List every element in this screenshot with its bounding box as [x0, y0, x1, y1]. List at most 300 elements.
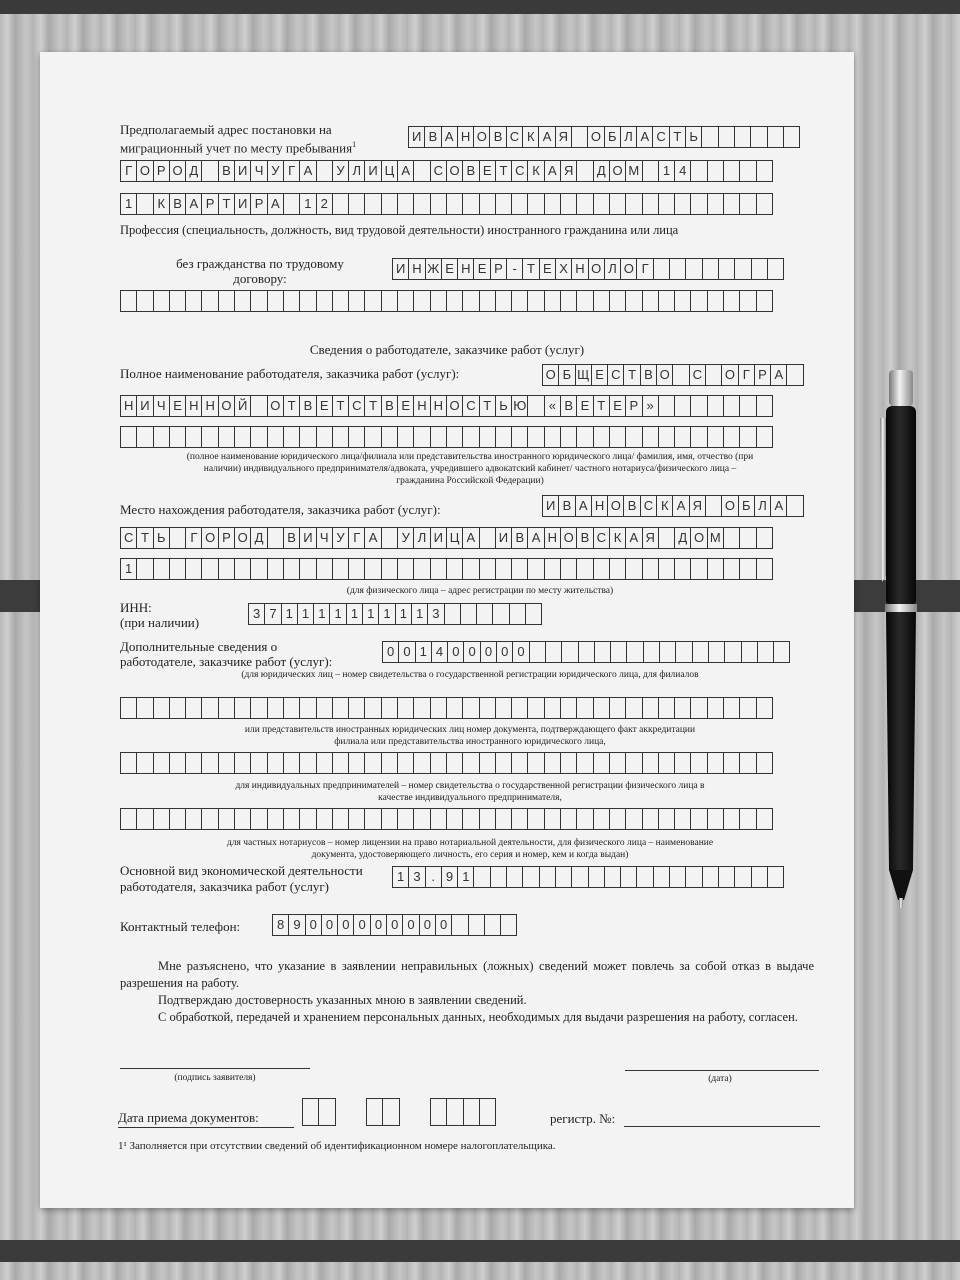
char-box[interactable] [669, 258, 686, 280]
char-box[interactable] [707, 160, 724, 182]
char-box[interactable]: Е [539, 258, 556, 280]
char-box[interactable] [299, 558, 316, 580]
char-box[interactable] [136, 426, 153, 448]
char-box[interactable] [479, 290, 496, 312]
char-box[interactable]: 1 [120, 193, 137, 215]
char-box[interactable] [185, 290, 202, 312]
char-box[interactable]: Д [593, 160, 610, 182]
char-box[interactable] [609, 808, 626, 830]
char-box[interactable]: В [489, 126, 506, 148]
char-box[interactable]: О [218, 395, 235, 417]
char-box[interactable]: Н [544, 527, 561, 549]
char-box[interactable]: Н [457, 258, 474, 280]
char-box[interactable] [705, 495, 722, 517]
char-box[interactable]: О [234, 527, 251, 549]
char-box[interactable] [462, 697, 479, 719]
char-box[interactable]: Л [620, 126, 637, 148]
char-box[interactable] [783, 126, 800, 148]
char-box[interactable] [348, 752, 365, 774]
char-box[interactable] [283, 808, 300, 830]
char-box[interactable] [560, 558, 577, 580]
char-box[interactable] [250, 426, 267, 448]
char-box[interactable] [658, 527, 675, 549]
char-box[interactable]: Т [364, 395, 381, 417]
char-box[interactable] [723, 160, 740, 182]
char-box[interactable]: А [364, 527, 381, 549]
char-box[interactable]: Ь [685, 126, 702, 148]
char-box[interactable] [267, 752, 284, 774]
char-box[interactable] [773, 641, 790, 663]
additional-boxes[interactable] [382, 641, 789, 663]
char-box[interactable] [544, 426, 561, 448]
char-box[interactable] [707, 193, 724, 215]
char-box[interactable]: 0 [353, 914, 370, 936]
char-box[interactable] [593, 558, 610, 580]
char-box[interactable] [527, 752, 544, 774]
char-box[interactable] [318, 1098, 335, 1126]
char-box[interactable] [169, 808, 186, 830]
char-box[interactable]: Л [754, 495, 771, 517]
char-box[interactable] [473, 866, 490, 888]
char-box[interactable]: В [169, 193, 186, 215]
char-box[interactable]: Е [591, 364, 608, 386]
char-box[interactable]: В [462, 160, 479, 182]
char-box[interactable] [506, 866, 523, 888]
char-box[interactable] [674, 808, 691, 830]
char-box[interactable] [495, 193, 512, 215]
char-box[interactable]: 0 [382, 641, 399, 663]
char-box[interactable]: Р [153, 160, 170, 182]
char-box[interactable]: О [560, 527, 577, 549]
char-box[interactable] [642, 160, 659, 182]
char-box[interactable] [479, 1098, 496, 1126]
char-box[interactable] [593, 193, 610, 215]
char-box[interactable] [397, 808, 414, 830]
char-box[interactable] [120, 752, 137, 774]
char-box[interactable]: О [721, 364, 738, 386]
char-box[interactable]: И [430, 527, 447, 549]
char-box[interactable] [739, 808, 756, 830]
char-box[interactable] [723, 697, 740, 719]
employer-name-line-2-boxes[interactable] [120, 395, 772, 417]
char-box[interactable]: С [511, 160, 528, 182]
char-box[interactable]: 4 [431, 641, 448, 663]
char-box[interactable] [609, 426, 626, 448]
char-box[interactable]: Г [348, 527, 365, 549]
char-box[interactable] [636, 866, 653, 888]
char-box[interactable]: Ч [153, 395, 170, 417]
char-box[interactable] [299, 808, 316, 830]
char-box[interactable]: И [299, 527, 316, 549]
char-box[interactable] [381, 290, 398, 312]
char-box[interactable] [218, 290, 235, 312]
char-box[interactable] [511, 808, 528, 830]
employer-name-line-3-boxes[interactable] [120, 426, 772, 448]
char-box[interactable] [786, 495, 803, 517]
char-box[interactable] [495, 558, 512, 580]
char-box[interactable]: Р [250, 193, 267, 215]
char-box[interactable] [707, 290, 724, 312]
char-box[interactable]: 1 [411, 603, 428, 625]
char-box[interactable] [462, 193, 479, 215]
char-box[interactable]: 1 [346, 603, 363, 625]
char-box[interactable]: 0 [463, 641, 480, 663]
char-box[interactable] [332, 290, 349, 312]
char-box[interactable]: У [397, 527, 414, 549]
char-box[interactable] [479, 697, 496, 719]
char-box[interactable] [490, 866, 507, 888]
char-box[interactable]: 0 [370, 914, 387, 936]
char-box[interactable] [756, 395, 773, 417]
char-box[interactable] [708, 641, 725, 663]
char-box[interactable] [739, 426, 756, 448]
char-box[interactable]: Р [218, 527, 235, 549]
char-box[interactable] [366, 1098, 383, 1126]
char-box[interactable] [561, 641, 578, 663]
char-box[interactable] [484, 914, 501, 936]
char-box[interactable] [413, 697, 430, 719]
char-box[interactable]: К [522, 126, 539, 148]
char-box[interactable] [316, 426, 333, 448]
char-box[interactable] [723, 193, 740, 215]
char-box[interactable] [658, 808, 675, 830]
char-box[interactable] [364, 290, 381, 312]
char-box[interactable] [462, 752, 479, 774]
char-box[interactable] [381, 426, 398, 448]
char-box[interactable] [495, 697, 512, 719]
char-box[interactable] [153, 697, 170, 719]
char-box[interactable] [756, 752, 773, 774]
char-box[interactable]: А [538, 126, 555, 148]
char-box[interactable] [430, 558, 447, 580]
char-box[interactable] [560, 290, 577, 312]
char-box[interactable]: И [495, 527, 512, 549]
char-box[interactable] [500, 914, 517, 936]
char-box[interactable]: А [636, 126, 653, 148]
char-box[interactable]: Т [495, 160, 512, 182]
char-box[interactable]: А [770, 495, 787, 517]
char-box[interactable] [201, 697, 218, 719]
char-box[interactable]: К [609, 527, 626, 549]
char-box[interactable]: Н [120, 395, 137, 417]
char-box[interactable] [234, 558, 251, 580]
char-box[interactable] [739, 697, 756, 719]
char-box[interactable]: Н [591, 495, 608, 517]
char-box[interactable] [495, 290, 512, 312]
char-box[interactable] [756, 558, 773, 580]
char-box[interactable] [364, 697, 381, 719]
char-box[interactable] [332, 426, 349, 448]
char-box[interactable] [529, 641, 546, 663]
char-box[interactable]: Л [604, 258, 621, 280]
char-box[interactable]: 0 [402, 914, 419, 936]
char-box[interactable] [460, 603, 477, 625]
char-box[interactable]: Е [169, 395, 186, 417]
char-box[interactable] [169, 697, 186, 719]
char-box[interactable] [267, 527, 284, 549]
char-box[interactable]: Е [316, 395, 333, 417]
char-box[interactable]: Е [609, 395, 626, 417]
char-box[interactable] [479, 193, 496, 215]
char-box[interactable] [707, 697, 724, 719]
char-box[interactable] [625, 558, 642, 580]
char-box[interactable] [739, 558, 756, 580]
char-box[interactable]: 8 [272, 914, 289, 936]
char-box[interactable]: В [640, 364, 657, 386]
char-box[interactable] [756, 527, 773, 549]
char-box[interactable]: В [424, 126, 441, 148]
location-line-3-boxes[interactable] [120, 558, 772, 580]
char-box[interactable] [555, 866, 572, 888]
char-box[interactable]: С [593, 527, 610, 549]
char-box[interactable] [413, 426, 430, 448]
char-box[interactable]: Т [669, 126, 686, 148]
char-box[interactable] [658, 395, 675, 417]
char-box[interactable] [120, 808, 137, 830]
char-box[interactable] [767, 866, 784, 888]
char-box[interactable] [571, 866, 588, 888]
char-box[interactable] [674, 752, 691, 774]
char-box[interactable] [169, 426, 186, 448]
char-box[interactable] [756, 290, 773, 312]
char-box[interactable] [690, 697, 707, 719]
char-box[interactable]: Щ [575, 364, 592, 386]
char-box[interactable] [642, 697, 659, 719]
char-box[interactable] [658, 426, 675, 448]
char-box[interactable] [299, 290, 316, 312]
char-box[interactable] [267, 697, 284, 719]
char-box[interactable] [576, 426, 593, 448]
char-box[interactable] [381, 697, 398, 719]
char-box[interactable] [234, 697, 251, 719]
char-box[interactable]: Б [738, 495, 755, 517]
char-box[interactable] [169, 527, 186, 549]
char-box[interactable] [479, 808, 496, 830]
char-box[interactable] [201, 160, 218, 182]
char-box[interactable] [430, 426, 447, 448]
char-box[interactable]: О [446, 395, 463, 417]
char-box[interactable] [674, 426, 691, 448]
char-box[interactable] [723, 426, 740, 448]
char-box[interactable] [610, 641, 627, 663]
char-box[interactable]: 2 [316, 193, 333, 215]
char-box[interactable] [511, 697, 528, 719]
char-box[interactable] [653, 866, 670, 888]
char-box[interactable] [642, 193, 659, 215]
char-box[interactable]: Н [408, 258, 425, 280]
char-box[interactable] [430, 193, 447, 215]
char-box[interactable]: У [332, 527, 349, 549]
char-box[interactable] [185, 697, 202, 719]
char-box[interactable]: 7 [264, 603, 281, 625]
char-box[interactable] [751, 258, 768, 280]
char-box[interactable] [544, 290, 561, 312]
char-box[interactable]: Ц [446, 527, 463, 549]
char-box[interactable] [734, 126, 751, 148]
char-box[interactable] [560, 697, 577, 719]
char-box[interactable] [576, 193, 593, 215]
char-box[interactable]: В [511, 527, 528, 549]
char-box[interactable] [495, 426, 512, 448]
char-box[interactable]: О [588, 258, 605, 280]
char-box[interactable] [250, 395, 267, 417]
char-box[interactable] [364, 558, 381, 580]
char-box[interactable] [527, 697, 544, 719]
char-box[interactable]: Т [522, 258, 539, 280]
char-box[interactable] [169, 752, 186, 774]
char-box[interactable]: Ь [495, 395, 512, 417]
char-box[interactable] [669, 866, 686, 888]
char-box[interactable]: О [473, 126, 490, 148]
char-box[interactable] [492, 603, 509, 625]
char-box[interactable] [382, 1098, 399, 1126]
char-box[interactable]: А [299, 160, 316, 182]
char-box[interactable]: В [218, 160, 235, 182]
char-box[interactable] [267, 558, 284, 580]
char-box[interactable] [299, 752, 316, 774]
char-box[interactable]: 1 [120, 558, 137, 580]
char-box[interactable]: С [462, 395, 479, 417]
char-box[interactable]: 0 [337, 914, 354, 936]
char-box[interactable]: 0 [435, 914, 452, 936]
char-box[interactable] [413, 290, 430, 312]
char-box[interactable] [201, 426, 218, 448]
char-box[interactable]: 0 [419, 914, 436, 936]
char-box[interactable] [250, 697, 267, 719]
char-box[interactable] [201, 290, 218, 312]
char-box[interactable] [381, 752, 398, 774]
char-box[interactable] [609, 290, 626, 312]
char-box[interactable] [723, 558, 740, 580]
char-box[interactable]: А [267, 193, 284, 215]
char-box[interactable] [153, 558, 170, 580]
char-box[interactable] [690, 290, 707, 312]
char-box[interactable]: 1 [297, 603, 314, 625]
char-box[interactable] [560, 193, 577, 215]
char-box[interactable] [620, 866, 637, 888]
char-box[interactable]: 1 [392, 866, 409, 888]
char-box[interactable] [169, 290, 186, 312]
char-box[interactable]: 3 [408, 866, 425, 888]
okved-boxes[interactable] [392, 866, 783, 888]
char-box[interactable] [756, 193, 773, 215]
char-box[interactable]: А [544, 160, 561, 182]
char-box[interactable] [588, 866, 605, 888]
char-box[interactable]: О [690, 527, 707, 549]
char-box[interactable]: 0 [305, 914, 322, 936]
char-box[interactable] [153, 290, 170, 312]
char-box[interactable] [462, 426, 479, 448]
char-box[interactable]: Ь [153, 527, 170, 549]
char-box[interactable]: И [364, 160, 381, 182]
char-box[interactable] [626, 641, 643, 663]
char-box[interactable] [316, 752, 333, 774]
char-box[interactable] [593, 426, 610, 448]
char-box[interactable] [511, 290, 528, 312]
char-box[interactable] [658, 558, 675, 580]
char-box[interactable] [283, 290, 300, 312]
char-box[interactable]: В [576, 527, 593, 549]
char-box[interactable] [545, 641, 562, 663]
char-box[interactable]: И [234, 193, 251, 215]
char-box[interactable] [739, 395, 756, 417]
char-box[interactable] [527, 290, 544, 312]
char-box[interactable] [642, 290, 659, 312]
char-box[interactable] [218, 752, 235, 774]
char-box[interactable] [756, 808, 773, 830]
char-box[interactable]: » [642, 395, 659, 417]
char-box[interactable] [690, 426, 707, 448]
char-box[interactable] [430, 290, 447, 312]
char-box[interactable]: Е [397, 395, 414, 417]
char-box[interactable] [723, 808, 740, 830]
char-box[interactable] [544, 752, 561, 774]
char-box[interactable] [544, 193, 561, 215]
char-box[interactable]: С [607, 364, 624, 386]
char-box[interactable]: И [234, 160, 251, 182]
char-box[interactable] [560, 426, 577, 448]
char-box[interactable] [397, 752, 414, 774]
char-box[interactable] [185, 808, 202, 830]
char-box[interactable]: В [299, 395, 316, 417]
char-box[interactable] [316, 558, 333, 580]
char-box[interactable]: Т [593, 395, 610, 417]
char-box[interactable]: 1 [378, 603, 395, 625]
char-box[interactable] [690, 752, 707, 774]
char-box[interactable]: Ч [250, 160, 267, 182]
char-box[interactable] [413, 558, 430, 580]
char-box[interactable] [675, 641, 692, 663]
char-box[interactable] [707, 426, 724, 448]
char-box[interactable]: Н [430, 395, 447, 417]
char-box[interactable]: А [462, 527, 479, 549]
char-box[interactable]: 0 [480, 641, 497, 663]
char-box[interactable] [397, 193, 414, 215]
char-box[interactable] [705, 364, 722, 386]
char-box[interactable] [136, 808, 153, 830]
char-box[interactable] [120, 697, 137, 719]
char-box[interactable] [120, 290, 137, 312]
char-box[interactable] [707, 752, 724, 774]
char-box[interactable]: Ч [316, 527, 333, 549]
char-box[interactable]: А [672, 495, 689, 517]
char-box[interactable] [643, 641, 660, 663]
char-box[interactable] [136, 558, 153, 580]
char-box[interactable]: 0 [447, 641, 464, 663]
additional-line-2-boxes[interactable] [120, 697, 772, 719]
char-box[interactable]: И [392, 258, 409, 280]
char-box[interactable]: С [640, 495, 657, 517]
char-box[interactable] [560, 752, 577, 774]
char-box[interactable]: В [558, 495, 575, 517]
char-box[interactable]: 3 [427, 603, 444, 625]
char-box[interactable]: С [430, 160, 447, 182]
char-box[interactable]: О [656, 364, 673, 386]
char-box[interactable] [185, 558, 202, 580]
char-box[interactable]: О [136, 160, 153, 182]
char-box[interactable] [463, 1098, 480, 1126]
char-box[interactable] [692, 641, 709, 663]
char-box[interactable] [201, 752, 218, 774]
char-box[interactable] [283, 558, 300, 580]
char-box[interactable] [511, 558, 528, 580]
char-box[interactable] [724, 641, 741, 663]
char-box[interactable] [201, 808, 218, 830]
char-box[interactable] [659, 641, 676, 663]
char-box[interactable] [674, 558, 691, 580]
location-line-1-boxes[interactable] [542, 495, 803, 517]
char-box[interactable]: - [506, 258, 523, 280]
